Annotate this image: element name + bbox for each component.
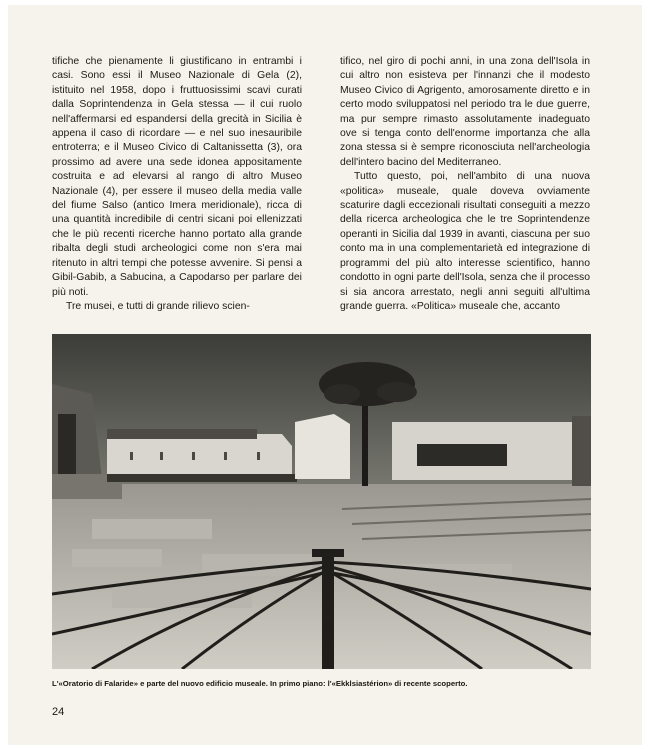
paragraph: Tre musei, e tutti di grande rilievo scien- — [66, 300, 250, 312]
page-number: 24 — [52, 706, 65, 718]
paragraph: tifiche che pienamente li giustificano in entrambi i casi. Sono essi il Museo Nazionale di Gela (2), istituito nel 1958, dopo i fruttuosissimi scavi curati dalla Soprintendenza in Gela stessa — il cui ruolo nell'affermarsi ed espandersi della grecità in Sicilia è appena il caso di ricordare — e nel suo inesauribile entroterra; e il Museo Civico di Caltanissetta (3), ora prossimo ad avere una sede idonea appositamente costruita e ad elevarsi al rango di altro Museo Nazionale (4), per essere il museo della media valle del fiume Salso (antico Imera meridionale), ricca di una quantità incredibile di centri sicani poi ellenizzati che le più recenti ricerche hanno portato alla grande ribalta degli studi archeologici come non s'era mai ritenuto in altri tempi che potesse avvenire. Si pensi a Gibil-Gabib, a Sabucina, a Capodarso per parlare dei più noti. — [52, 56, 302, 298]
text-column-left — [52, 55, 302, 314]
museum-photograph — [52, 334, 591, 669]
paragraph: tifico, nel giro di pochi anni, in una zona dell'Isola in cui altro non esisteva per l'innanzi che il modesto Museo Civico di Agrigento, amorosamente diretto e in certo modo sviluppatosi nel periodo tra le due guerre, ma pur sempre rimasto assolutamente inadeguato ove si tenga conto dell'enorme importanza che alla zona stessa si è sempre riconosciuta nell'archeologia dell'intero bacino del Mediterraneo. — [340, 56, 590, 168]
photo-caption: L'«Oratorio di Falaride» e parte del nuovo edificio museale. In primo piano: l'«Ekklsiastérion» di recente scoperto. — [52, 679, 468, 688]
photograph-icon — [52, 334, 591, 669]
paragraph: Tutto questo, poi, nell'ambito di una nuova «politica» museale, quale doveva ovviamente scaturire dagli eccezionali risultati conseguiti a mezzo della ricerca archeologica che le tre Soprintendenze operanti in Sicilia dal 1939 in avanti, ciascuna per suo conto ma in una complementarietà ed integrazione di programmi del più alto interesse scientifico, hanno condotto in ogni parte dell'Isola, senza che il processo si sia ancora arrestato, negli anni seguiti all'ultima grande guerra. «Politica» museale che, accanto — [340, 171, 590, 312]
text-column-right — [340, 55, 590, 314]
